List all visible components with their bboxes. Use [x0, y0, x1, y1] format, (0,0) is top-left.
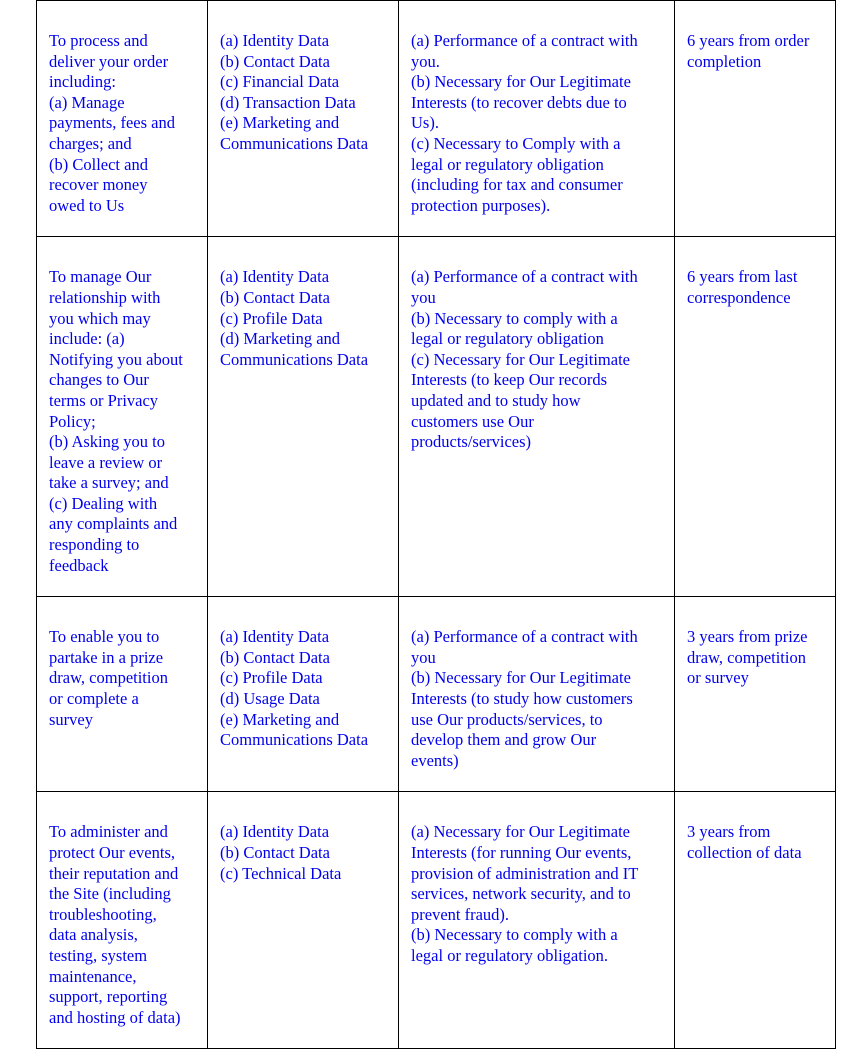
cell-text-line: (a) Identity Data	[220, 627, 330, 647]
cell-text-line: (a) Identity Data	[220, 267, 330, 287]
cell-text-line: legal or regulatory obligation	[411, 154, 604, 174]
data-types-cell	[208, 237, 399, 597]
cell-text-line: draw, competition	[49, 668, 168, 688]
cell-text-line: (a) Performance of a contract with	[411, 627, 638, 647]
cell-text-line: payments, fees and	[49, 113, 175, 133]
data-types-cell	[208, 597, 399, 792]
cell-text-line: (c) Profile Data	[220, 308, 323, 328]
cell-text-line: develop them and grow Our	[411, 730, 597, 750]
cell-text-line: 3 years from prize	[687, 627, 808, 647]
cell-text-line: updated and to study how	[411, 390, 581, 410]
cell-text-line: (b) Contact Data	[220, 647, 330, 667]
data-types-cell	[208, 792, 399, 1049]
cell-text-line: partake in a prize	[49, 647, 164, 667]
purpose-cell	[37, 792, 208, 1049]
cell-text-line: owed to Us	[49, 195, 125, 215]
cell-text-line: take a survey; and	[49, 473, 169, 493]
cell-text-line: Communications Data	[220, 349, 369, 369]
cell-text-line: data analysis,	[49, 925, 138, 945]
cell-text-line: support, reporting	[49, 987, 168, 1007]
cell-text-line: relationship with	[49, 287, 161, 307]
cell-text-line: you.	[411, 51, 440, 71]
lawful-basis-cell	[399, 792, 675, 1049]
cell-text-line: charges; and	[49, 133, 132, 153]
cell-text-line: (d) Marketing and	[220, 329, 341, 349]
cell-text-line: leave a review or	[49, 452, 163, 472]
cell-text-line: (a) Identity Data	[220, 31, 330, 50]
cell-text-line: (b) Contact Data	[220, 843, 330, 862]
cell-text-line: or complete a	[49, 689, 139, 709]
cell-text-line: correspondence	[687, 287, 791, 307]
cell-text-line: the Site (including	[49, 884, 171, 904]
cell-text-line: protection purposes).	[411, 195, 551, 215]
cell-text-line: feedback	[49, 555, 109, 575]
cell-text-line: (a) Identity Data	[220, 822, 330, 842]
cell-text-line: and hosting of data)	[49, 1007, 181, 1027]
lawful-basis-cell	[399, 597, 675, 792]
cell-text-line: (b) Necessary for Our Legitimate	[411, 72, 631, 92]
cell-text-line: (b) Necessary to comply with a	[411, 308, 618, 328]
cell-text-line: (e) Marketing and	[220, 709, 340, 729]
cell-text-line: responding to	[49, 535, 140, 555]
cell-text-line: use Our products/services, to	[411, 709, 603, 729]
cell-text-line: including:	[49, 72, 116, 92]
cell-text-line: To enable you to	[49, 627, 160, 647]
cell-text-line: provision of administration and IT	[411, 863, 639, 883]
cell-text-line: 3 years from	[687, 822, 771, 842]
cell-text-line: you	[411, 287, 436, 307]
cell-text-line: (including for tax and consumer	[411, 175, 623, 195]
cell-text-line: changes to Our	[49, 370, 149, 390]
cell-text-line: products/services)	[411, 432, 532, 452]
cell-text-line: (a) Necessary for Our Legitimate	[411, 822, 630, 842]
cell-text-line: you which may	[49, 308, 151, 328]
cell-text-line: (c) Profile Data	[220, 668, 323, 688]
cell-text-line: (e) Marketing and	[220, 113, 340, 133]
table-row	[37, 1, 836, 237]
cell-text-line: To manage Our	[49, 267, 152, 287]
purpose-cell	[37, 1, 208, 237]
cell-text-line: (b) Necessary for Our Legitimate	[411, 668, 631, 688]
table-row	[37, 597, 836, 792]
cell-text-line: Communications Data	[220, 133, 369, 153]
cell-text-line: (a) Performance of a contract with	[411, 267, 638, 287]
cell-text-line: (c) Dealing with	[49, 493, 158, 513]
cell-text-line: (b) Contact Data	[220, 51, 330, 71]
purpose-cell	[37, 597, 208, 792]
cell-text-line: include: (a)	[49, 329, 125, 349]
cell-text-line: To administer and	[49, 822, 168, 842]
cell-text-line: (d) Usage Data	[220, 689, 320, 709]
cell-text-line: (b) Necessary to comply with a	[411, 925, 618, 945]
cell-text-line: 6 years from order	[687, 31, 810, 50]
cell-text-line: legal or regulatory obligation.	[411, 945, 609, 965]
retention-cell	[675, 1, 836, 237]
lawful-basis-cell	[399, 1, 675, 237]
cell-text-line: Policy;	[49, 411, 96, 431]
data-types-cell	[208, 1, 399, 237]
purpose-cell	[37, 237, 208, 597]
cell-text-line: (a) Performance of a contract with	[411, 31, 638, 50]
cell-text-line: (a) Manage	[49, 92, 125, 112]
retention-cell	[675, 237, 836, 597]
cell-text-line: (c) Necessary for Our Legitimate	[411, 349, 630, 369]
cell-text-line: (b) Contact Data	[220, 287, 330, 307]
cell-text-line: maintenance,	[49, 966, 137, 986]
cell-text-line: Interests (for running Our events,	[411, 843, 632, 862]
cell-text-line: (c) Financial Data	[220, 72, 340, 92]
retention-cell	[675, 597, 836, 792]
cell-text-line: you	[411, 647, 436, 667]
retention-cell	[675, 792, 836, 1049]
cell-text-line: Us).	[411, 113, 439, 133]
lawful-basis-cell	[399, 237, 675, 597]
table-row	[37, 237, 836, 597]
cell-text-line: prevent fraud).	[411, 904, 510, 924]
cell-text-line: draw, competition	[687, 647, 806, 667]
table-row	[37, 792, 836, 1049]
cell-text-line: (b) Asking you to	[49, 432, 165, 452]
cell-text-line: customers use Our	[411, 411, 534, 431]
cell-text-line: (d) Transaction Data	[220, 92, 356, 112]
cell-text-line: recover money	[49, 175, 148, 195]
cell-text-line: or survey	[687, 668, 749, 688]
cell-text-line: (c) Necessary to Comply with a	[411, 133, 621, 153]
cell-text-line: To process and	[49, 31, 148, 50]
cell-text-line: survey	[49, 709, 93, 729]
cell-text-line: (c) Technical Data	[220, 863, 342, 883]
cell-text-line: terms or Privacy	[49, 390, 159, 410]
cell-text-line: troubleshooting,	[49, 904, 157, 924]
cell-text-line: Interests (to recover debts due to	[411, 92, 627, 112]
cell-text-line: completion	[687, 51, 762, 71]
cell-text-line: services, network security, and to	[411, 884, 631, 904]
cell-text-line: their reputation and	[49, 863, 179, 883]
cell-text-line: legal or regulatory obligation	[411, 329, 604, 349]
cell-text-line: events)	[411, 750, 459, 770]
cell-text-line: 6 years from last	[687, 267, 798, 287]
cell-text-line: any complaints and	[49, 514, 178, 534]
cell-text-line: protect Our events,	[49, 843, 175, 862]
cell-text-line: collection of data	[687, 843, 802, 862]
data-processing-table	[36, 0, 836, 1049]
cell-text-line: Notifying you about	[49, 349, 183, 369]
cell-text-line: deliver your order	[49, 51, 169, 71]
cell-text-line: testing, system	[49, 945, 148, 965]
cell-text-line: Interests (to keep Our records	[411, 370, 608, 390]
cell-text-line: (b) Collect and	[49, 154, 148, 174]
cell-text-line: Communications Data	[220, 730, 369, 750]
cell-text-line: Interests (to study how customers	[411, 689, 633, 709]
